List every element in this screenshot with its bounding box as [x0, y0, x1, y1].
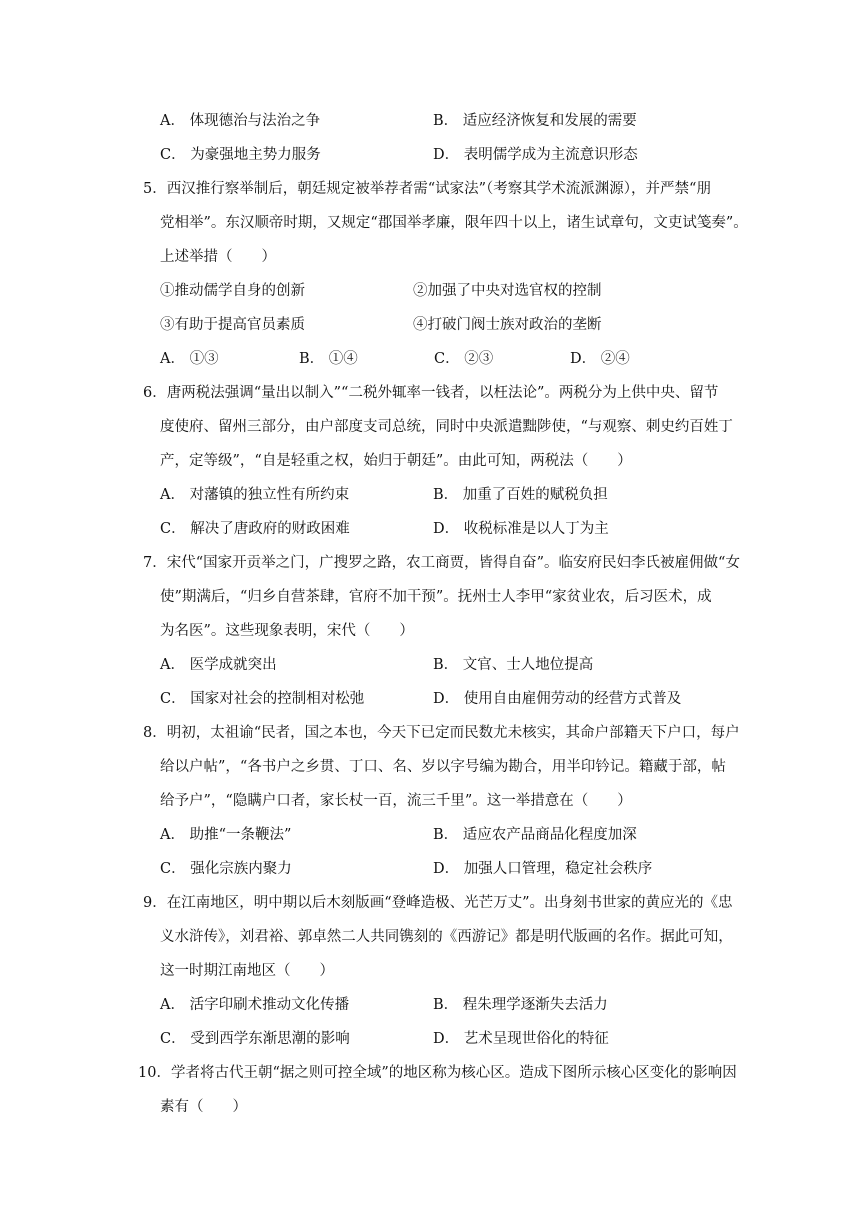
q5-option-a[interactable]: A． ①③ — [160, 351, 219, 367]
q7-option-c[interactable]: C． 国家对社会的控制相对松弛 — [160, 691, 365, 707]
q4-option-c[interactable]: C． 为豪强地主势力服务 — [160, 147, 321, 163]
q9-stem-line-3: 这一时期江南地区（ ） — [160, 963, 334, 979]
q6-option-b[interactable]: B． 加重了百姓的赋税负担 — [433, 487, 608, 503]
q9-stem-line-2: 义水浒传》，刘君裕、郭卓然二人共同镌刻的《西游记》都是明代版画的名作。据此可知， — [160, 929, 733, 945]
q6-option-d[interactable]: D． 收税标准是以人丁为主 — [433, 521, 609, 537]
q5-item-3: ③有助于提高官员素质 — [160, 317, 305, 333]
q8-option-a[interactable]: A． 助推“一条鞭法” — [160, 827, 292, 843]
q8-option-c[interactable]: C． 强化宗族内聚力 — [160, 861, 292, 877]
q4-option-a[interactable]: A． 体现德治与法治之争 — [160, 113, 321, 129]
q6-option-a[interactable]: A． 对藩镇的独立性有所约束 — [160, 487, 350, 503]
q7-option-a[interactable]: A． 医学成就突出 — [160, 657, 277, 673]
q9-stem-line-1: 9．在江南地区，明中期以后木刻版画“登峰造极、光芒万丈”。出身刻书世家的黄应光的《忠 — [143, 895, 733, 911]
q8-stem-line-2: 给以户帖”，“各书户之乡贯、丁口、名、岁以字号编为勘合，用半印钤记。籍藏于部，帖 — [160, 759, 726, 775]
q5-stem-line-2: 党相举”。东汉顺帝时期，又规定“郡国举孝廉，限年四十以上，诸生试章句，文吏试笺奏”。 — [160, 215, 748, 231]
q6-stem-line-2: 度使府、留州三部分，由户部度支司总统，同时中央派遣黜陟使，“与观察、刺史约百姓丁 — [160, 419, 733, 435]
q8-option-b[interactable]: B． 适应农产品商品化程度加深 — [433, 827, 637, 843]
q8-option-d[interactable]: D． 加强人口管理，稳定社会秩序 — [433, 861, 653, 877]
q5-item-4: ④打破门阀士族对政治的垄断 — [413, 317, 602, 333]
q10-stem-line-1: 10．学者将古代王朝“据之则可控全域”的地区称为核心区。造成下图所示核心区变化的影响因 — [138, 1065, 737, 1081]
q7-stem-line-3: 为名医”。这些现象表明，宋代（ ） — [160, 623, 414, 639]
q5-stem-line-3: 上述举措（ ） — [160, 249, 276, 265]
q8-stem-line-1: 8．明初，太祖谕“民者，国之本也，今天下已定而民数尤未核实，其命户部籍天下户口，每户 — [143, 725, 740, 741]
q7-option-b[interactable]: B． 文官、士人地位提高 — [433, 657, 594, 673]
q4-option-d[interactable]: D． 表明儒学成为主流意识形态 — [433, 147, 638, 163]
q9-option-a[interactable]: A． 活字印刷术推动文化传播 — [160, 997, 350, 1013]
q5-option-d[interactable]: D． ②④ — [570, 351, 630, 367]
q6-stem-line-1: 6．唐两税法强调“量出以制入”“二税外辄率一钱者，以枉法论”。两税分为上供中央、留节 — [143, 385, 719, 401]
q6-stem-line-3: 产，定等级”，“自是轻重之权，始归于朝廷”。由此可知，两税法（ ） — [160, 453, 632, 469]
q9-option-d[interactable]: D． 艺术呈现世俗化的特征 — [433, 1031, 609, 1047]
q5-stem-line-1: 5．西汉推行察举制后，朝廷规定被举荐者需“试家法”（考察其学术流派渊源），并严禁“朋 — [143, 181, 711, 197]
q9-option-b[interactable]: B． 程朱理学逐渐失去活力 — [433, 997, 608, 1013]
q6-option-c[interactable]: C． 解决了唐政府的财政困难 — [160, 521, 350, 537]
q5-option-c[interactable]: C． ②③ — [434, 351, 494, 367]
q7-stem-line-2: 使”期满后，“归乡自营茶肆，官府不加干预”。抚州士人李甲“家贫业农，后习医术，成 — [160, 589, 712, 605]
q5-item-2: ②加强了中央对选官权的控制 — [413, 283, 602, 299]
q7-stem-line-1: 7．宋代“国家开贡举之门，广搜罗之路，农工商贾，皆得自奋”。临安府民妇李氏被雇佣做“女 — [143, 555, 740, 571]
q7-option-d[interactable]: D． 使用自由雇佣劳动的经营方式普及 — [433, 691, 682, 707]
q5-option-b[interactable]: B． ①④ — [299, 351, 358, 367]
q4-option-b[interactable]: B． 适应经济恢复和发展的需要 — [433, 113, 637, 129]
q9-option-c[interactable]: C． 受到西学东渐思潮的影响 — [160, 1031, 350, 1047]
q8-stem-line-3: 给予户”，“隐瞒户口者，家长杖一百，流三千里”。这一举措意在（ ） — [160, 793, 632, 809]
q10-stem-line-2: 素有（ ） — [160, 1099, 247, 1115]
q5-item-1: ①推动儒学自身的创新 — [160, 283, 305, 299]
